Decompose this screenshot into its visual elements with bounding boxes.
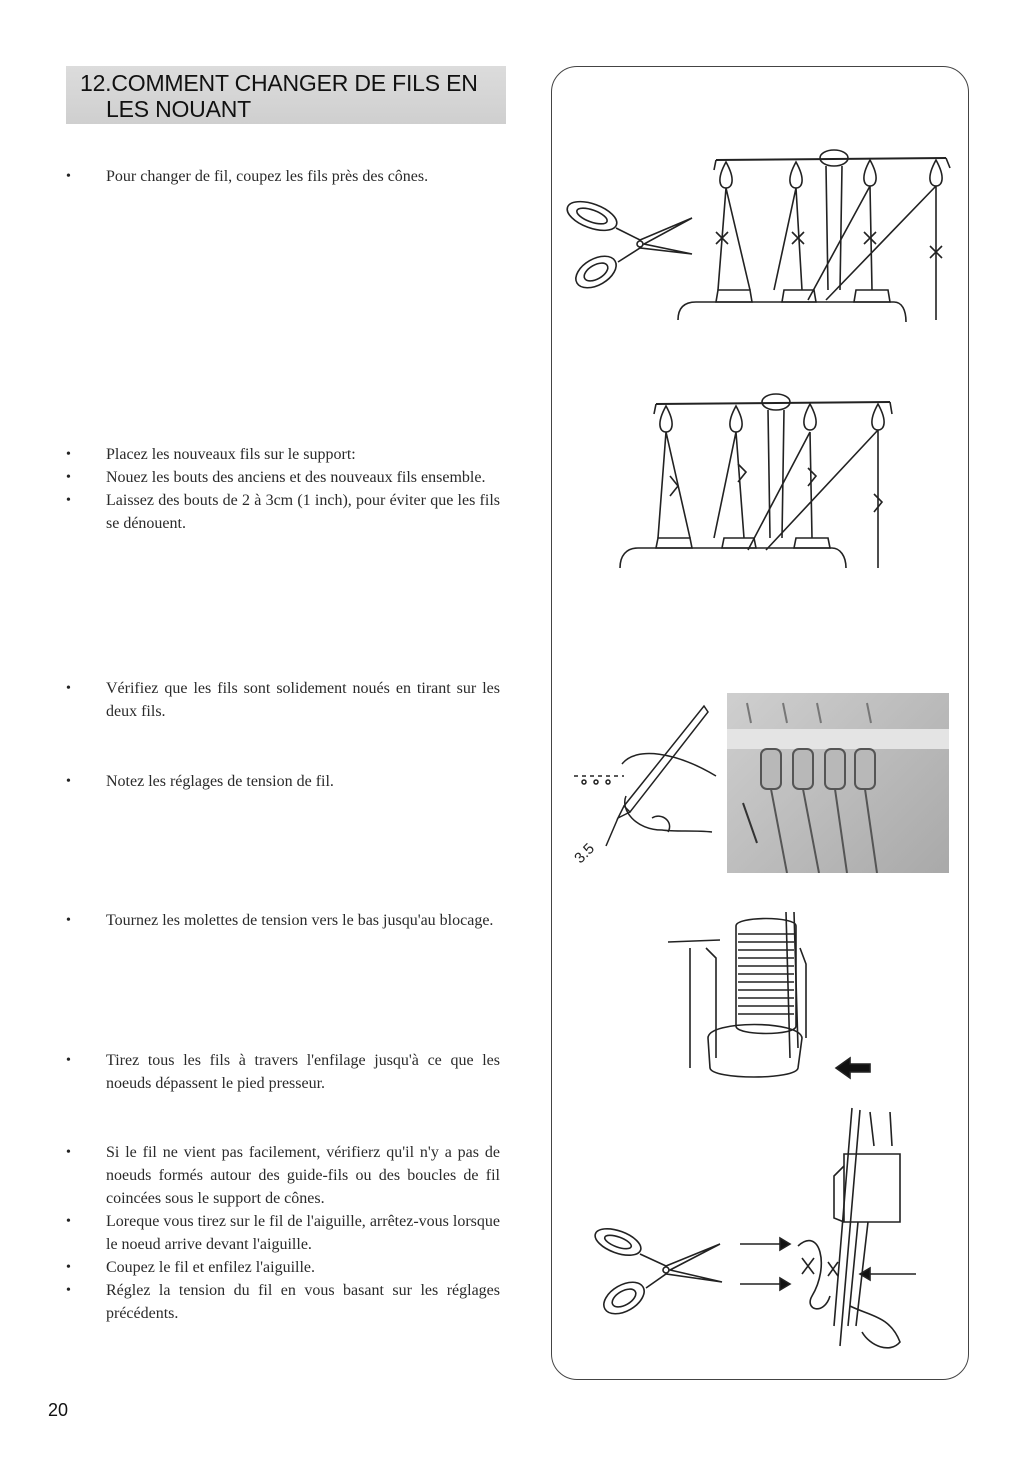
page-number: 20 xyxy=(48,1400,69,1420)
list-item: • Placez les nouveaux fils sur le support: xyxy=(60,443,500,466)
step-check-knots xyxy=(60,677,500,723)
pencil-hand-illustration xyxy=(566,700,726,870)
step-final xyxy=(60,1141,500,1325)
step-note-tension xyxy=(60,770,500,793)
step-tie-threads xyxy=(60,443,500,535)
list-item: • Loreque vous tirez sur le fil de l'aiguille, arrêtez-vous lorsque le noeud arrive devant l'aiguille. xyxy=(60,1210,500,1256)
step-turn-dials xyxy=(60,909,500,932)
step-cut-threads xyxy=(60,165,500,188)
section-title xyxy=(80,70,510,122)
step-pull-threads xyxy=(60,1049,500,1095)
tension-value-label: 3.5 xyxy=(571,840,598,867)
list-item: • Pour changer de fil, coupez les fils près des cônes. xyxy=(60,165,500,188)
list-item: • Vérifiez que les fils sont solidement noués en tirant sur les deux fils. xyxy=(60,677,500,723)
cut-threads-illustration xyxy=(560,140,960,330)
needle-knot-illustration xyxy=(590,1106,930,1366)
tension-dials-photo xyxy=(727,693,949,873)
presser-foot-illustration xyxy=(660,908,890,1088)
list-item: • Si le fil ne vient pas facilement, vérifierz qu'il n'y a pas de noeuds formés autour des guide-fils ou des boucles de fil coincées sous le support de cônes. xyxy=(60,1141,500,1210)
list-item: • Tournez les molettes de tension vers le bas jusqu'au blocage. xyxy=(60,909,500,932)
title-line-2: LES NOUANT xyxy=(106,96,251,122)
list-item: • Réglez la tension du fil en vous basant sur les réglages précédents. xyxy=(60,1279,500,1325)
list-item: • Laissez des bouts de 2 à 3cm (1 inch), pour éviter que les fils se dénouent. xyxy=(60,489,500,535)
list-item: • Notez les réglages de tension de fil. xyxy=(60,770,500,793)
list-item: • Nouez les bouts des anciens et des nouveaux fils ensemble. xyxy=(60,466,500,489)
list-item: • Coupez le fil et enfilez l'aiguille. xyxy=(60,1256,500,1279)
tie-threads-illustration xyxy=(600,390,900,580)
list-item: • Tirez tous les fils à travers l'enfilage jusqu'à ce que les noeuds dépassent le pied presseur. xyxy=(60,1049,500,1095)
title-line-1: 12.COMMENT CHANGER DE FILS EN xyxy=(80,70,478,96)
